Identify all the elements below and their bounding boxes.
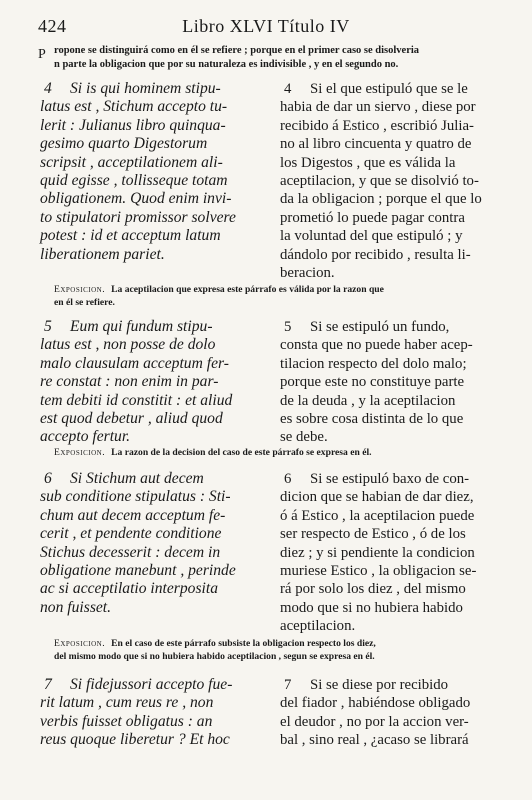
exposition-note-5: Exposicion. La razon de la decision del caso de este párrafo se expresa en él. <box>54 447 372 458</box>
spanish-text-6: 6 Si se estipuló baxo de con- dicion que se habian de dar diez, ó á Estico , la aceptilacion puede ser respecto de Estico , ó de los diez ; y si pendiente la condicion muriese Estico , la obligacion se- rá por solo los diez , del mismo modo que si no hubiera habido aceptilacion. <box>280 471 477 635</box>
paragraph-number: 5 <box>44 318 52 335</box>
exposition-label: Exposicion. <box>54 447 106 458</box>
exposition-label: Exposicion. <box>54 638 106 649</box>
latin-text-6: 6 Si Stichum aut decem sub conditione stipulatus : Sti- chum aut decem acceptum fe- cerit , et pendente conditione Stichus decesserit : decem in obligatione manebunt , perinde ac si acceptilatio interposita non fuisset. <box>40 470 236 616</box>
exposition-label: Exposicion. <box>54 284 106 295</box>
paragraph-number: 6 <box>44 470 52 487</box>
paragraph-number: 7 <box>284 677 292 693</box>
page-number: 424 <box>38 16 67 36</box>
exposition-note-4: Exposicion. La aceptilacion que expresa este párrafo es válida por la razon que en él se refiere. <box>54 284 384 308</box>
paragraph-number: 4 <box>44 80 52 97</box>
latin-text-4: 4 Si is qui hominem stipu- latus est , Stichum accepto tu- lerit : Julianus libro quinqua- gesimo quarto Digestorum scripsit , acceptilationem ali- quid egisse , tollisseque totam obligationem. Quod enim invi- to stipulatori promissor solvere potest : id et acceptum latum liberationem pariet. <box>40 80 236 263</box>
paragraph-number: 4 <box>284 81 292 97</box>
continuation-line: ropone se distinguirá como en él se refiere ; porque en el primer caso se disolveria <box>54 45 420 56</box>
paragraph-number: 6 <box>284 471 292 487</box>
spanish-text-4: 4 Si el que estipuló que se le habia de dar un siervo , diese por recibido á Estico , escribió Julia- no al libro cincuenta y quatro de los Digestos , que es válida la aceptilacion, y que se disolvió to- da la obligacion ; porque el que lo prometió lo puede pagar contra la voluntad del que estipuló ; y dándolo por recibido , resulta li- beracion. <box>280 81 482 281</box>
drop-letter: P <box>38 47 46 62</box>
continuation-line: n parte la obligacion que por su naturaleza es indivisible , y en el segundo no. <box>54 59 399 70</box>
exposition-note-6: Exposicion. En el caso de este párrafo subsiste la obligacion respecto los diez, del mismo modo que si no hubiera habido aceptilacion , segun se expresa en él. <box>54 638 376 662</box>
latin-text-5: 5 Eum qui fundum stipu- latus est , non posse de dolo malo clausulam acceptum fer- re constat : non enim in par- tem debiti id constitit : et aliud est quod debetur , aliud quod accepto fertur. <box>40 318 233 446</box>
spanish-text-5: 5 Si se estipuló un fundo, consta que no puede haber acep- tilacion respecto del dolo malo; porque este no constituye parte de la deuda , y la aceptilacion es sobre cosa distinta de lo que se debe. <box>280 319 473 446</box>
running-header <box>38 16 494 40</box>
paragraph-number: 7 <box>44 676 52 693</box>
spanish-text-7: 7 Si se diese por recibido del fiador , habiéndose obligado el deudor , no por la accion ver- bal , sino real , ¿acaso se librará <box>280 677 471 749</box>
running-title: Libro XLVI Título IV <box>182 16 350 36</box>
latin-text-7: 7 Si fidejussori accepto fue- rit latum , cum reus re , non verbis fuisset obligatus : an reus quoque liberetur ? Et hoc <box>40 676 233 749</box>
paragraph-number: 5 <box>284 319 292 335</box>
